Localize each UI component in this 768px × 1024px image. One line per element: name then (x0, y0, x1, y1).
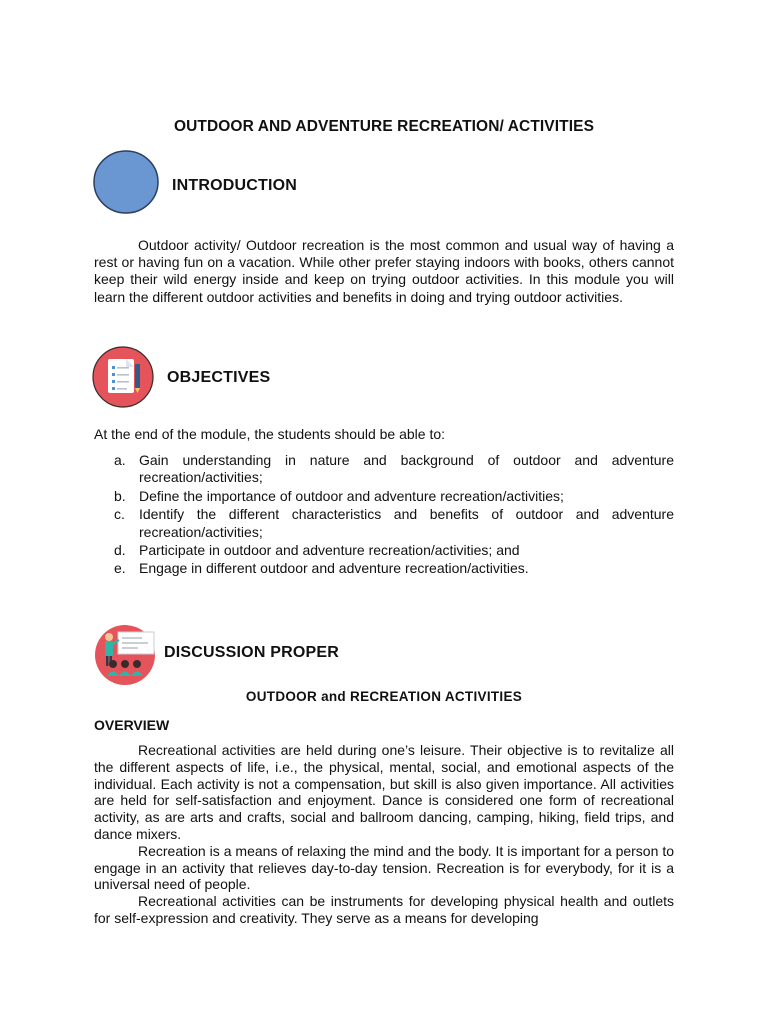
checklist-document-icon (92, 346, 154, 408)
discussion-subheading: OUTDOOR and RECREATION ACTIVITIES (245, 689, 523, 704)
discussion-body (94, 742, 674, 927)
blue-circle-icon (93, 150, 159, 214)
discussion-header (0, 624, 768, 688)
discussion-heading: DISCUSSION PROPER (164, 644, 339, 661)
overview-label: OVERVIEW (94, 717, 170, 733)
discussion-paragraph: Recreation is a means of relaxing the mind and the body. It is important for a person to engage in an activity that relieves day-to-day tension. Recreation is for everybody, for it is a universal need of people. (94, 842, 674, 893)
discussion-paragraph: Recreational activities are held during one’s leisure. Their objective is to revitalize all the different aspects of life, i.e., the physical, mental, social, and emotional aspects of the individual. Each activity is not a compensation, but skill is also given importance. All activities are held for self-satisfaction and enjoyment. Dance is considered one form of recreational activity, as are arts and crafts, social and ballroom dancing, camping, hiking, field trips, and dance mixers. (94, 742, 674, 842)
introduction-paragraph (94, 237, 674, 306)
objectives-lead: At the end of the module, the students should be able to: (94, 426, 446, 442)
discussion-paragraph: Recreational activities can be instruments for developing physical health and outlets for self-expression and creativity. They serve as a means for developing (94, 893, 674, 926)
objectives-heading: OBJECTIVES (167, 369, 271, 386)
objectives-list (94, 452, 674, 579)
list-item: a. Gain understanding in nature and background of outdoor and adventure recreation/activities; (114, 452, 674, 486)
introduction-heading: INTRODUCTION (172, 177, 298, 194)
objectives-header (0, 346, 768, 410)
list-item: d. Participate in outdoor and adventure recreation/activities; and (114, 542, 520, 559)
list-item: e. Engage in different outdoor and adventure recreation/activities. (114, 560, 529, 577)
list-item: b. Define the importance of outdoor and adventure recreation/activities; (114, 487, 564, 504)
list-item: c. Identify the different characteristics and benefits of outdoor and adventure recreation/activities; (114, 506, 674, 540)
presentation-teacher-icon (94, 624, 156, 686)
introduction-text: Outdoor activity/ Outdoor recreation is the most common and usual way of having a rest or having fun on a vacation. While other prefer staying indoors with books, others cannot keep their wild energy inside and keep on trying outdoor activities. In this module you will learn the different outdoor activities and benefits in doing and trying outdoor activities. (94, 237, 674, 305)
introduction-header (0, 150, 768, 214)
document-title: OUTDOOR AND ADVENTURE RECREATION/ ACTIVITIES (173, 118, 595, 135)
